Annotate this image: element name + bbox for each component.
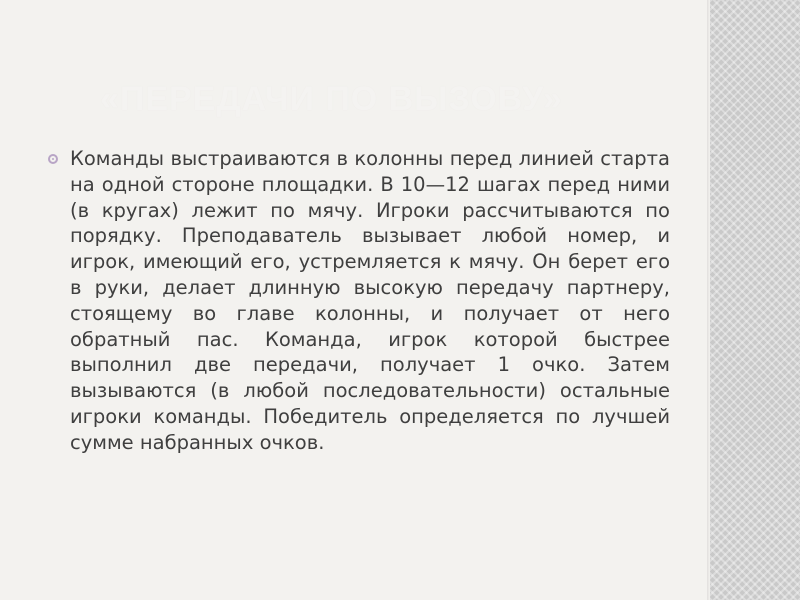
bullet-text: Команды выстраиваются в колонны перед линией старта на одной стороне площадки. В 10—12 шагах перед ними (в кругах) лежит по мячу. Игроки рассчитываются по порядку. Преподаватель вызывает любой номер, и игрок, имеющий его, устремляется к мячу. Он берет его в руки, делает длинную высокую передачу партнеру, стоящему во главе колонны, и получает от него обратный пас. Команда, игрок которой быстрее выполнил две передачи, получает 1 очко. Затем вызываются (в любой последовательности) остальные игроки команды. Победитель определяется по лучшей сумме набранных очков. [70,147,670,454]
slide-title: «ПЕРЕДАЧИ ПО ВЫЗОВУ» [100,80,563,118]
slide-content [48,146,670,456]
circle-bullet-icon [48,154,58,164]
side-decorative-band [710,0,800,600]
bullet-marker [48,146,70,172]
bullet-item [48,146,670,456]
